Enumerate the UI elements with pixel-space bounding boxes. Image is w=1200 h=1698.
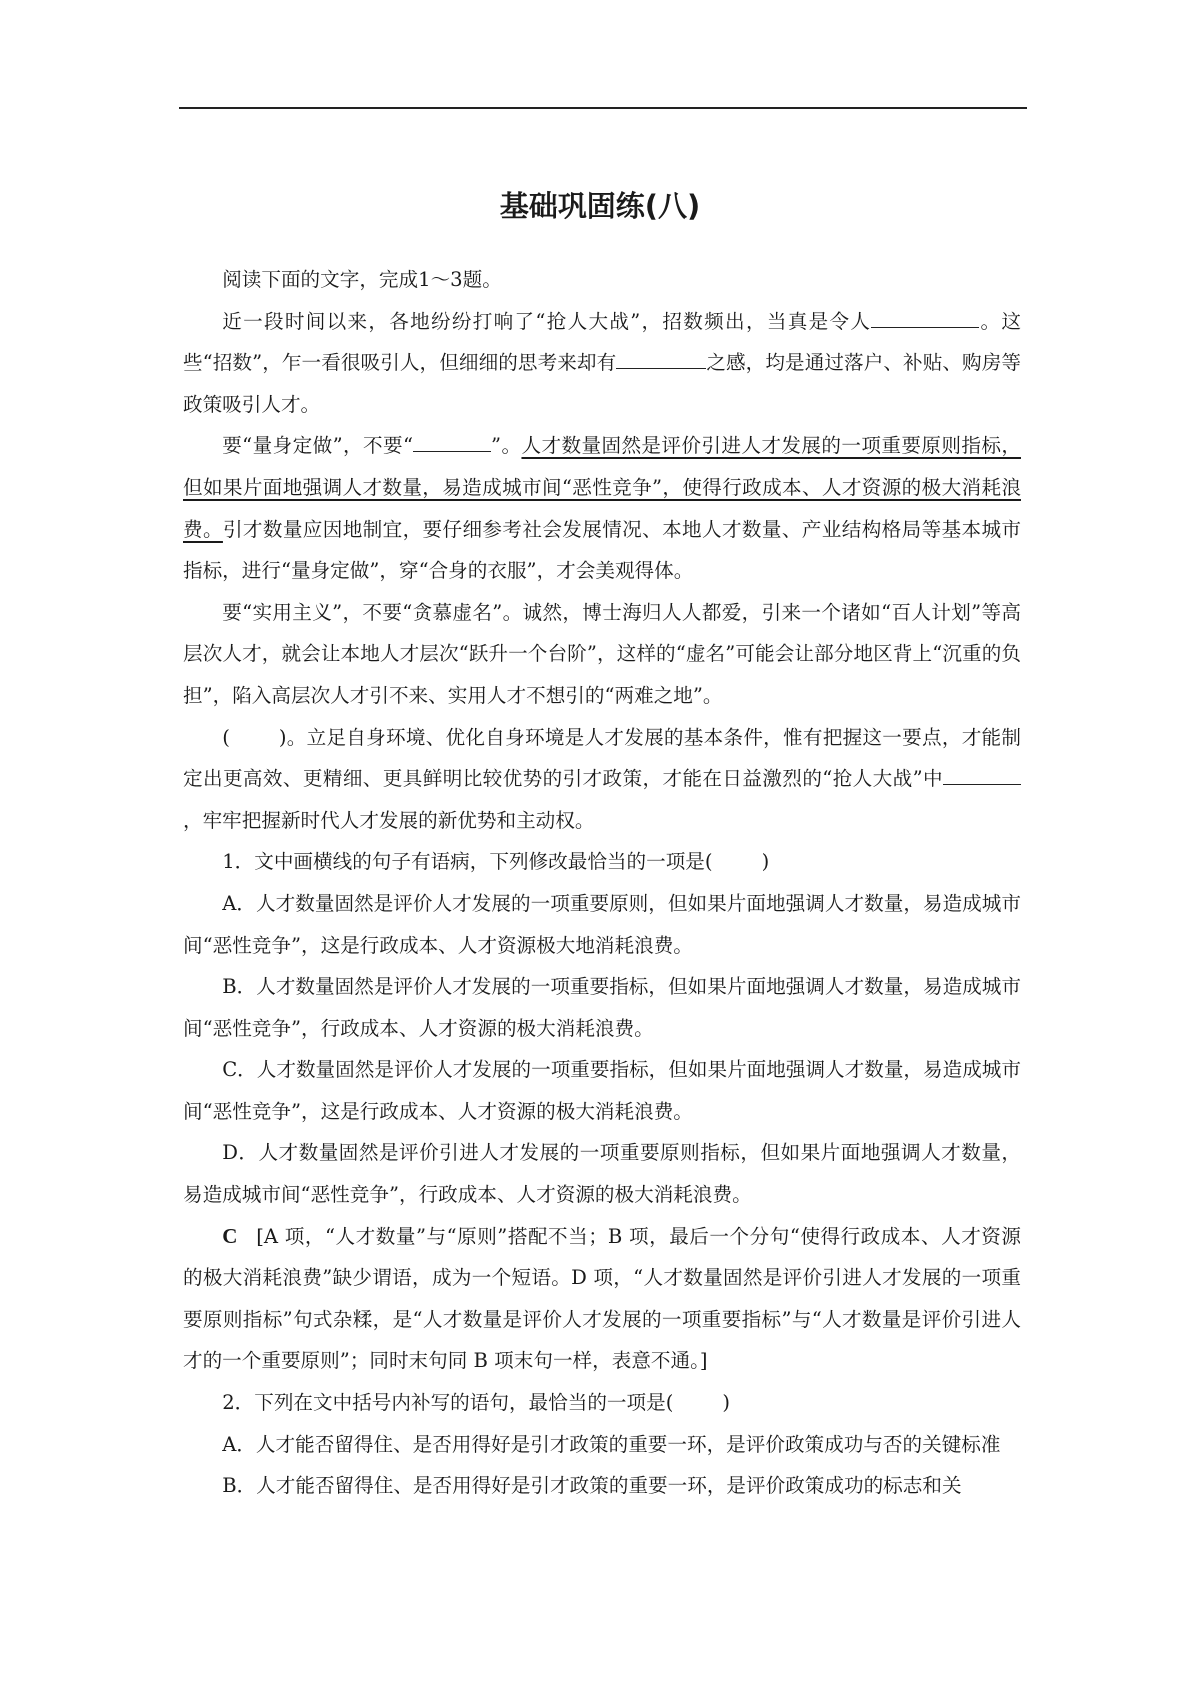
question-1-option-a: A．人才数量固然是评价人才发展的一项重要原则，但如果片面地强调人才数量，易造成城市间“恶性竞争”，这是行政成本、人才资源极大地消耗浪费。	[183, 891, 1021, 957]
question-1-stem: 1．文中画横线的句子有语病，下列修改最恰当的一项是( )	[222, 850, 770, 874]
question-1-option-b: B．人才数量固然是评价人才发展的一项重要指标，但如果片面地强调人才数量，易造成城市间“恶性竞争”，行政成本、人才资源的极大消耗浪费。	[183, 975, 1021, 1040]
document-body	[183, 259, 1021, 1507]
reading-instruction: 阅读下面的文字，完成1～3题。	[222, 268, 502, 291]
page-title: 基础巩固练(八)	[499, 189, 701, 223]
passage-paragraph-2: 要“量身定做”，不要“ ”。人才数量固然是评价引进人才发展的一项重要原则指标，但如果片面地强调人才数量，易造成城市间“恶性竞争”，使得行政成本、人才资源的极大消耗浪费。引才数量应因地制宜，要仔细参考社会发展情况、本地人才数量、产业结构格局等基本城市指标，进行“量身定做”，穿“合身的衣服”，才会美观得体。	[183, 425, 1021, 591]
question-1-option-c: C．人才数量固然是评价人才发展的一项重要指标，但如果片面地强调人才数量，易造成城市间“恶性竞争”，这是行政成本、人才资源的极大消耗浪费。	[183, 1058, 1021, 1123]
fill-blank-3	[413, 431, 491, 453]
underlined-sentence: 人才数量固然是评价引进人才发展的一项重要原则指标，但如果片面地强调人才数量，易造成城市间“恶性竞争”，使得行政成本、人才资源的极大消耗浪费。	[183, 434, 1021, 541]
question-2-option-b: B．人才能否留得住、是否用得好是引才政策的重要一环，是评价政策成功的标志和关	[222, 1474, 962, 1498]
fill-blank-1	[871, 306, 979, 328]
answer-letter: C	[222, 1223, 238, 1248]
question-1-answer	[183, 1216, 1021, 1382]
answer-explanation: [A 项，“人才数量”与“原则”搭配不当；B 项，最后一个分句“使得行政成本、人才资源的极大消耗浪费”缺少谓语，成为一个短语。D 项，“人才数量固然是评价引进人才发展的一项重要原则指标”句式杂糅，是“人才数量是评价人才发展的一项重要指标”与“人才数量是评价引进人才的一个重要原则”；同时末句同 B 项末句一样，表意不通。]	[183, 1224, 1021, 1373]
passage-paragraph-4: ( )。立足自身环境、优化自身环境是人才发展的基本条件，惟有把握这一要点，才能制定出更高效、更精细、更具鲜明比较优势的引才政策，才能在日益激烈的“抢人大战”中，牢牢把握新时代人才发展的新优势和主动权。	[183, 725, 1021, 832]
fill-blank-4	[943, 764, 1021, 786]
question-1-option-d: D．人才数量固然是评价引进人才发展的一项重要原则指标，但如果片面地强调人才数量，易造成城市间“恶性竞争”，行政成本、人才资源的极大消耗浪费。	[183, 1141, 1021, 1207]
fill-blank-2	[616, 348, 706, 370]
header-rule	[179, 107, 1027, 109]
question-2-stem: 2．下列在文中括号内补写的语句，最恰当的一项是( )	[222, 1391, 731, 1415]
passage-paragraph-1: 近一段时间以来，各地纷纷打响了“抢人大战”，招数频出，当真是令人 。这些“招数”，乍一看很吸引人，但细细的思考来却有 之感，均是通过落户、补贴、购房等政策吸引人才。	[183, 301, 1021, 426]
question-2-option-a: A．人才能否留得住、是否用得好是引才政策的重要一环，是评价政策成功与否的关键标准	[222, 1432, 1001, 1456]
passage-paragraph-3: 要“实用主义”，不要“贪慕虚名”。诚然，博士海归人人都爱，引来一个诸如“百人计划”等高层次人才，就会让本地人才层次“跃升一个台阶”，这样的“虚名”可能会让部分地区背上“沉重的负担”，陷入高层次人才引不来、实用人才不想引的“两难之地”。	[183, 600, 1021, 707]
